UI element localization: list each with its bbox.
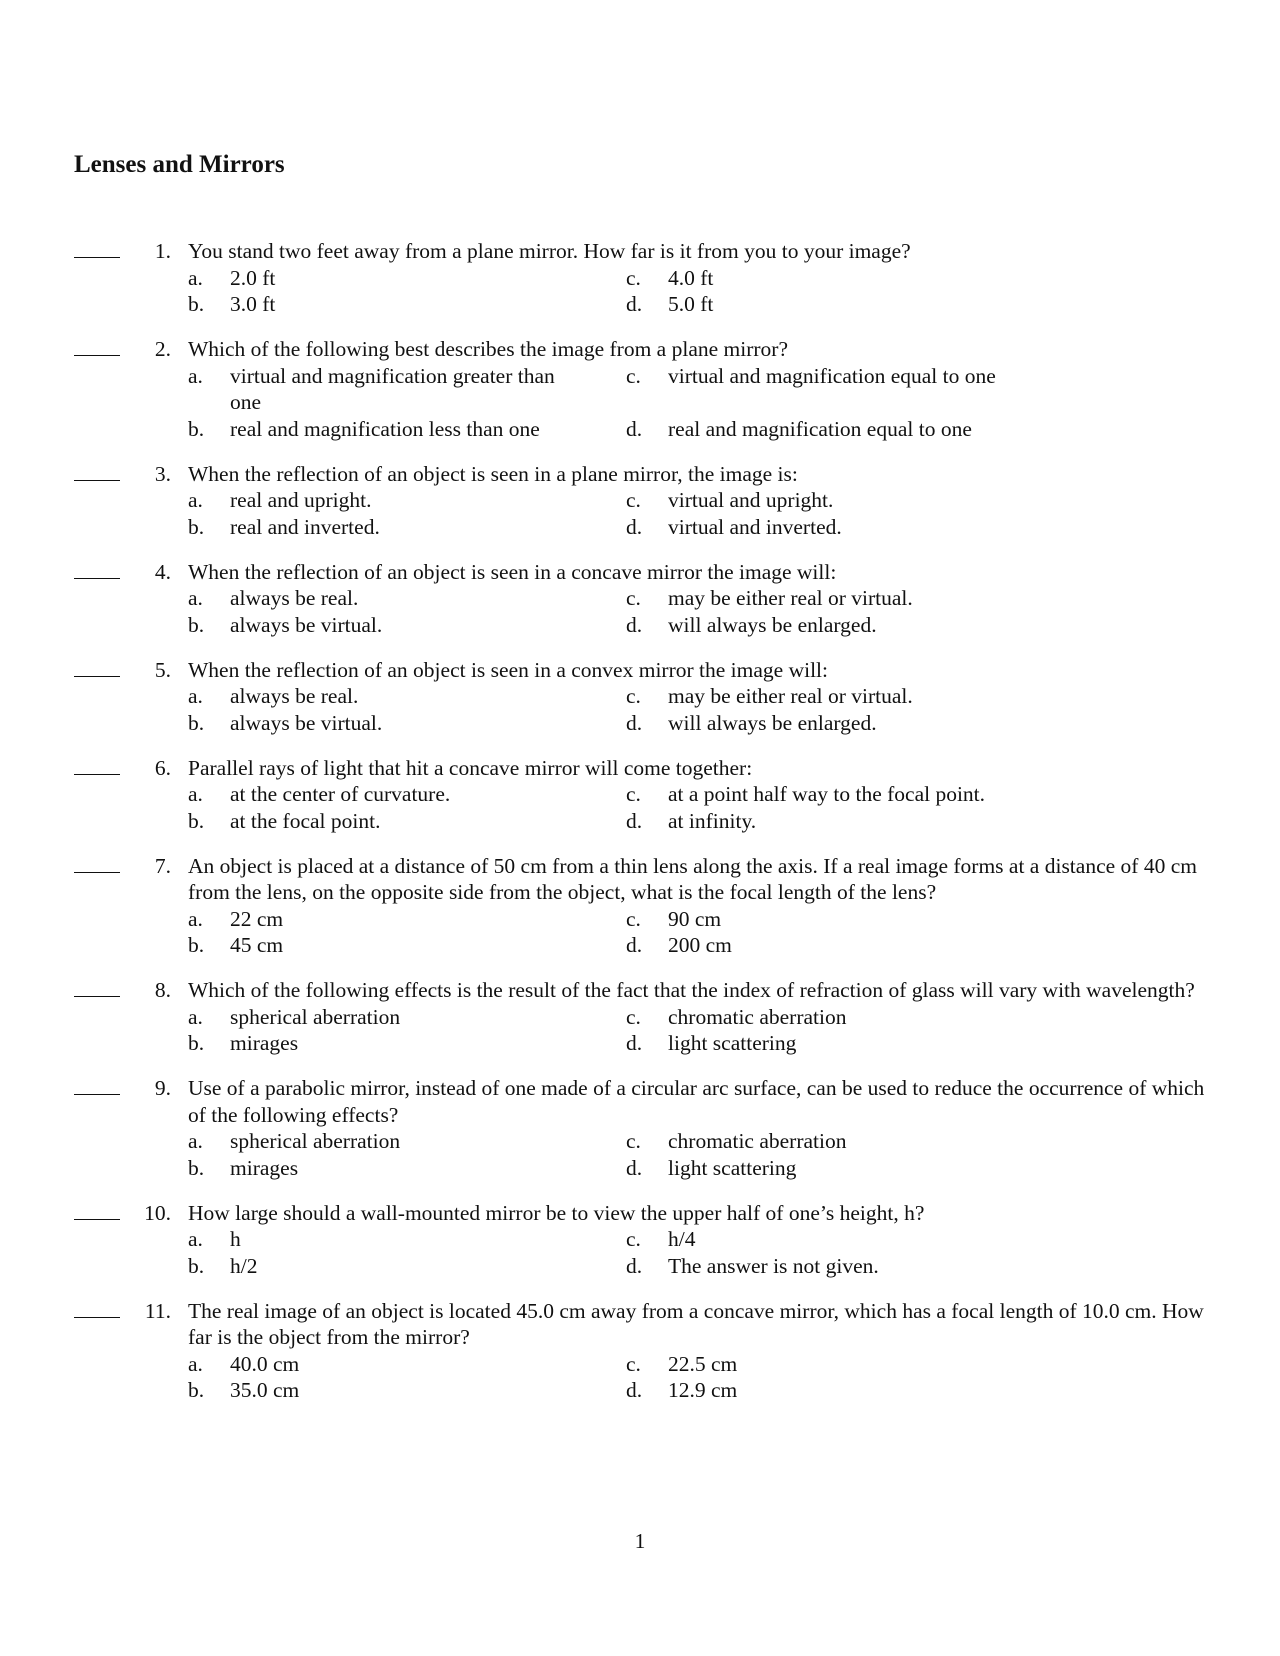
question-text: When the reflection of an object is seen in a concave mirror the image will: [188, 559, 837, 584]
option-text: will always be enlarged. [668, 612, 877, 637]
answer-option [626, 683, 1186, 710]
question-body [188, 559, 1218, 639]
answer-option [188, 1226, 626, 1253]
page-title: Lenses and Mirrors [74, 151, 285, 178]
option-text: 35.0 cm [230, 1378, 300, 1402]
option-text: virtual and magnification greater than one [230, 363, 555, 414]
option-letter: a. [188, 1227, 203, 1251]
question-list [0, 238, 1280, 1422]
option-letter: c. [626, 1227, 641, 1251]
answer-option [626, 808, 1186, 835]
answer-blank[interactable] [74, 461, 120, 481]
option-letter: b. [188, 710, 205, 735]
option-letter: a. [188, 586, 203, 610]
option-text: 200 cm [668, 933, 732, 957]
option-text: may be either real or virtual. [668, 684, 913, 708]
answer-option [626, 487, 1186, 514]
answer-option [626, 612, 1186, 639]
answer-blank[interactable] [74, 336, 120, 356]
answer-option [626, 1030, 1186, 1057]
option-letter: c. [626, 684, 641, 708]
option-text: may be either real or virtual. [668, 586, 913, 610]
answer-option [188, 612, 626, 639]
option-letter: b. [188, 416, 205, 441]
answer-option [188, 363, 626, 416]
answer-option [626, 906, 1186, 933]
answer-option [188, 585, 626, 612]
option-letter: d. [626, 1253, 643, 1278]
option-letter: b. [188, 292, 205, 316]
option-text: virtual and inverted. [668, 514, 842, 539]
option-text: chromatic aberration [668, 1004, 847, 1029]
answer-option [626, 932, 1186, 959]
option-letter: d. [626, 1378, 643, 1402]
option-letter: b. [188, 1378, 205, 1402]
answer-option [188, 781, 626, 808]
question-6 [0, 755, 1280, 835]
option-letter: d. [626, 933, 643, 957]
option-text: virtual and upright. [668, 488, 834, 512]
option-text: will always be enlarged. [668, 710, 877, 735]
question-text: Parallel rays of light that hit a concave mirror will come together: [188, 755, 753, 780]
option-text: 5.0 ft [668, 292, 714, 316]
answer-option [626, 416, 1186, 443]
question-2 [0, 336, 1280, 442]
option-letter: d. [626, 710, 643, 735]
option-text: 2.0 ft [230, 265, 276, 290]
answer-options [188, 1128, 1218, 1181]
question-9 [0, 1075, 1280, 1181]
option-letter: a. [188, 684, 203, 708]
option-letter: b. [188, 1253, 205, 1278]
question-body [188, 238, 1218, 318]
option-text: real and magnification equal to one [668, 416, 972, 441]
option-text: always be real. [230, 684, 359, 708]
option-text: always be virtual. [230, 710, 383, 735]
option-text: 3.0 ft [230, 292, 276, 316]
option-text: light scattering [668, 1031, 797, 1055]
option-text: light scattering [668, 1155, 797, 1180]
option-text: 22 cm [230, 906, 284, 931]
answer-options [188, 487, 1218, 540]
question-text: You stand two feet away from a plane mirror. How far is it from you to your image? [188, 239, 911, 263]
option-letter: a. [188, 363, 203, 388]
question-number: 4. [154, 559, 171, 584]
option-letter: a. [188, 1004, 203, 1029]
answer-option [188, 265, 626, 292]
option-letter: b. [188, 1155, 205, 1180]
option-text: 4.0 ft [668, 265, 714, 290]
answer-options [188, 265, 1218, 318]
answer-blank[interactable] [74, 755, 120, 775]
question-number: 9. [154, 1076, 171, 1100]
option-text: mirages [230, 1031, 299, 1055]
answer-option [626, 291, 1186, 318]
option-text: virtual and magnification equal to one [668, 363, 996, 388]
option-letter: c. [626, 1129, 641, 1153]
option-letter: b. [188, 1031, 205, 1055]
option-letter: b. [188, 514, 205, 539]
question-body [188, 755, 1218, 835]
question-number: 6. [154, 755, 171, 780]
answer-option [626, 1226, 1186, 1253]
option-text: 40.0 cm [230, 1351, 300, 1376]
option-text: always be real. [230, 586, 359, 610]
question-text: How large should a wall-mounted mirror be to view the upper half of one’s height, h? [188, 1200, 925, 1225]
question-10 [0, 1200, 1280, 1280]
question-text: Which of the following best describes the image from a plane mirror? [188, 337, 789, 361]
answer-option [626, 1253, 1186, 1280]
question-7 [0, 853, 1280, 959]
question-body [188, 977, 1218, 1057]
answer-options [188, 585, 1218, 638]
answer-blank[interactable] [74, 1075, 120, 1095]
option-letter: d. [626, 514, 643, 539]
option-letter: a. [188, 1129, 203, 1153]
option-letter: d. [626, 1155, 643, 1180]
option-letter: c. [626, 363, 641, 388]
option-text: real and inverted. [230, 514, 380, 539]
option-text: h/2 [230, 1253, 258, 1278]
answer-option [188, 1128, 626, 1155]
option-letter: c. [626, 1351, 641, 1376]
answer-option [626, 265, 1186, 292]
option-text: always be virtual. [230, 612, 383, 637]
option-letter: c. [626, 1004, 641, 1029]
question-8 [0, 977, 1280, 1057]
answer-option [626, 781, 1186, 808]
question-number: 7. [154, 853, 171, 878]
option-letter: c. [626, 488, 641, 512]
answer-options [188, 683, 1218, 736]
option-letter: a. [188, 265, 203, 290]
question-text: When the reflection of an object is seen in a convex mirror the image will: [188, 657, 828, 682]
answer-option [626, 710, 1186, 737]
answer-option [188, 1253, 626, 1280]
answer-option [626, 363, 1186, 416]
answer-option [626, 1155, 1186, 1182]
option-text: h/4 [668, 1227, 696, 1251]
option-text: 22.5 cm [668, 1351, 738, 1376]
option-text: at the center of curvature. [230, 782, 451, 806]
question-11 [0, 1298, 1280, 1404]
option-letter: d. [626, 292, 643, 316]
answer-option [188, 1030, 626, 1057]
option-letter: c. [626, 586, 641, 610]
answer-options [188, 1226, 1218, 1279]
answer-blank[interactable] [74, 1298, 120, 1318]
option-letter: b. [188, 808, 205, 833]
question-body [188, 1200, 1218, 1280]
option-text: The answer is not given. [668, 1253, 879, 1278]
question-text: Which of the following effects is the result of the fact that the index of refraction of glass will vary with wavelength? [188, 978, 1195, 1002]
question-number: 2. [154, 337, 171, 361]
option-text: h [230, 1227, 241, 1251]
question-number: 5. [154, 657, 171, 682]
question-number: 11. [144, 1298, 171, 1323]
option-text: at the focal point. [230, 808, 381, 833]
answer-option [626, 585, 1186, 612]
answer-option [626, 1004, 1186, 1031]
answer-option [188, 710, 626, 737]
option-letter: a. [188, 782, 203, 806]
answer-options [188, 363, 1218, 443]
option-letter: c. [626, 265, 641, 290]
question-text: Use of a parabolic mirror, instead of one made of a circular arc surface, can be used to reduce the occurrence of which of the following effects? [188, 1076, 1205, 1127]
option-letter: b. [188, 933, 205, 957]
question-body [188, 336, 1218, 442]
option-letter: d. [626, 808, 643, 833]
option-text: 90 cm [668, 906, 722, 931]
answer-option [188, 1351, 626, 1378]
question-number: 10. [144, 1200, 171, 1225]
option-text: real and magnification less than one [230, 416, 540, 441]
option-letter: d. [626, 416, 643, 441]
question-text: When the reflection of an object is seen in a plane mirror, the image is: [188, 461, 798, 486]
page-number: 1 [634, 1529, 646, 1553]
option-letter: a. [188, 906, 203, 931]
answer-option [626, 514, 1186, 541]
question-number: 3. [154, 461, 171, 486]
answer-option [188, 487, 626, 514]
question-4 [0, 559, 1280, 639]
option-text: mirages [230, 1155, 299, 1180]
option-text: at infinity. [668, 808, 757, 833]
option-letter: d. [626, 1031, 643, 1055]
answer-options [188, 1351, 1218, 1404]
option-letter: b. [188, 612, 205, 637]
option-text: chromatic aberration [668, 1129, 847, 1153]
question-body [188, 1075, 1218, 1181]
question-body [188, 1298, 1218, 1404]
answer-options [188, 781, 1218, 834]
question-body [188, 461, 1218, 541]
answer-option [626, 1351, 1186, 1378]
option-text: at a point half way to the focal point. [668, 782, 986, 806]
answer-option [626, 1128, 1186, 1155]
option-text: 45 cm [230, 933, 284, 957]
answer-option [188, 514, 626, 541]
answer-option [188, 906, 626, 933]
answer-blank[interactable] [74, 657, 120, 677]
option-letter: a. [188, 1351, 203, 1376]
answer-option [626, 1377, 1186, 1404]
option-letter: d. [626, 612, 643, 637]
option-letter: c. [626, 782, 641, 806]
answer-options [188, 1004, 1218, 1057]
question-3 [0, 461, 1280, 541]
answer-option [188, 291, 626, 318]
answer-option [188, 932, 626, 959]
answer-option [188, 416, 626, 443]
answer-option [188, 683, 626, 710]
answer-option [188, 1377, 626, 1404]
question-body [188, 657, 1218, 737]
question-number: 8. [154, 978, 171, 1002]
answer-blank[interactable] [74, 1200, 120, 1220]
answer-option [188, 1004, 626, 1031]
answer-blank[interactable] [74, 977, 120, 997]
question-1 [0, 238, 1280, 318]
answer-options [188, 906, 1218, 959]
question-5 [0, 657, 1280, 737]
option-text: spherical aberration [230, 1129, 401, 1153]
option-text: spherical aberration [230, 1004, 401, 1029]
answer-option [188, 1155, 626, 1182]
option-letter: a. [188, 488, 203, 512]
question-number: 1. [154, 239, 171, 263]
answer-blank[interactable] [74, 559, 120, 579]
option-letter: c. [626, 906, 641, 931]
answer-blank[interactable] [74, 238, 120, 258]
question-text: An object is placed at a distance of 50 cm from a thin lens along the axis. If a real image forms at a distance of 40 cm from the lens, on the opposite side from the object, what is the focal length of the lens? [188, 853, 1197, 904]
option-text: 12.9 cm [668, 1378, 738, 1402]
answer-blank[interactable] [74, 853, 120, 873]
question-text: The real image of an object is located 45.0 cm away from a concave mirror, which has a focal length of 10.0 cm. How far is the object from the mirror? [188, 1298, 1204, 1349]
answer-option [188, 808, 626, 835]
option-text: real and upright. [230, 488, 372, 512]
question-body [188, 853, 1218, 959]
